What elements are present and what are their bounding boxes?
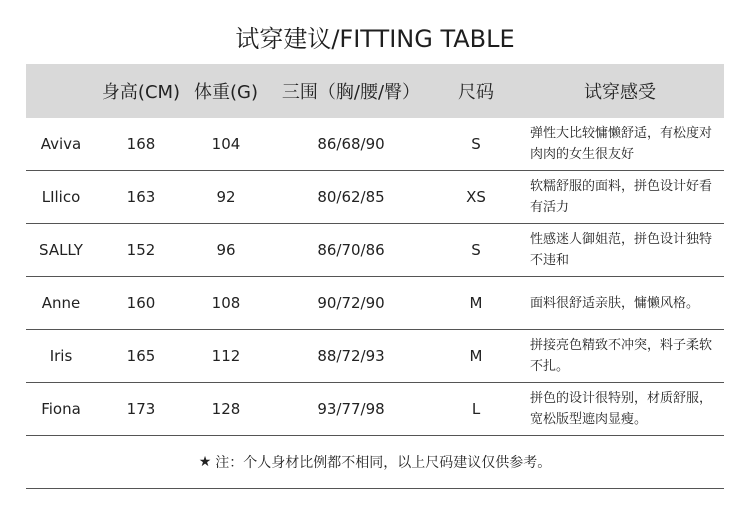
table-header [26, 64, 724, 118]
cell-name: Aviva [40, 135, 82, 153]
cell-feedback: 软糯舒服的面料，拼色设计好看有活力 [530, 179, 713, 215]
cell-feedback: 拼色的设计很特别，材质舒服，宽松版型遮肉显瘦。 [530, 391, 713, 427]
footnote [26, 436, 724, 489]
cell-size: M [469, 347, 483, 365]
cell-height: 168 [126, 135, 156, 153]
cell-size: L [471, 400, 481, 418]
page-title: 试穿建议/FITTING TABLE [235, 25, 515, 53]
cell-size: S [471, 241, 481, 259]
cell-feedback: 弹性大比较慵懒舒适，有松度对肉肉的女生很友好 [530, 126, 713, 162]
cell-measurements: 88/72/93 [317, 347, 385, 365]
cell-feedback: 拼接亮色精致不冲突，料子柔软不扎。 [530, 338, 713, 374]
cell-weight: 128 [211, 400, 241, 418]
cell-height: 160 [126, 294, 156, 312]
star-icon: ★ [198, 454, 212, 470]
cell-weight: 112 [211, 347, 241, 365]
cell-size: M [469, 294, 483, 312]
cell-name: SALLY [39, 241, 83, 259]
cell-name: LIlico [41, 188, 81, 206]
cell-feedback: 性感迷人御姐范，拼色设计独特不违和 [530, 232, 713, 268]
header-feedback: 试穿感受 [584, 82, 656, 103]
cell-feedback: 面料很舒适亲肤，慵懒风格。 [530, 295, 700, 311]
cell-size: S [471, 135, 481, 153]
cell-weight: 92 [216, 188, 236, 206]
fitting-table [26, 64, 724, 489]
footnote-text: 注：个人身材比例都不相同，以上尺码建议仅供参考。 [215, 455, 552, 471]
cell-measurements: 86/68/90 [317, 135, 385, 153]
header-weight: 体重(G) [194, 82, 258, 103]
header-measurements: 三围（胸/腰/臀） [281, 82, 421, 103]
table-row [26, 171, 724, 224]
cell-size: XS [466, 188, 486, 206]
cell-height: 173 [126, 400, 156, 418]
table-row [26, 224, 724, 277]
cell-name: Fiona [41, 400, 81, 418]
cell-weight: 108 [211, 294, 241, 312]
table-row [26, 118, 724, 171]
cell-measurements: 80/62/85 [317, 188, 385, 206]
cell-height: 165 [126, 347, 156, 365]
cell-height: 152 [126, 241, 156, 259]
header-height: 身高(CM) [101, 82, 181, 103]
cell-measurements: 90/72/90 [317, 294, 385, 312]
table-row [26, 383, 724, 436]
table-row [26, 277, 724, 330]
cell-name: Iris [49, 347, 73, 365]
header-size: 尺码 [458, 82, 494, 103]
cell-weight: 104 [211, 135, 241, 153]
cell-name: Anne [41, 294, 81, 312]
cell-measurements: 93/77/98 [317, 400, 385, 418]
cell-measurements: 86/70/86 [317, 241, 385, 259]
table-row [26, 330, 724, 383]
cell-weight: 96 [216, 241, 236, 259]
cell-height: 163 [126, 188, 156, 206]
